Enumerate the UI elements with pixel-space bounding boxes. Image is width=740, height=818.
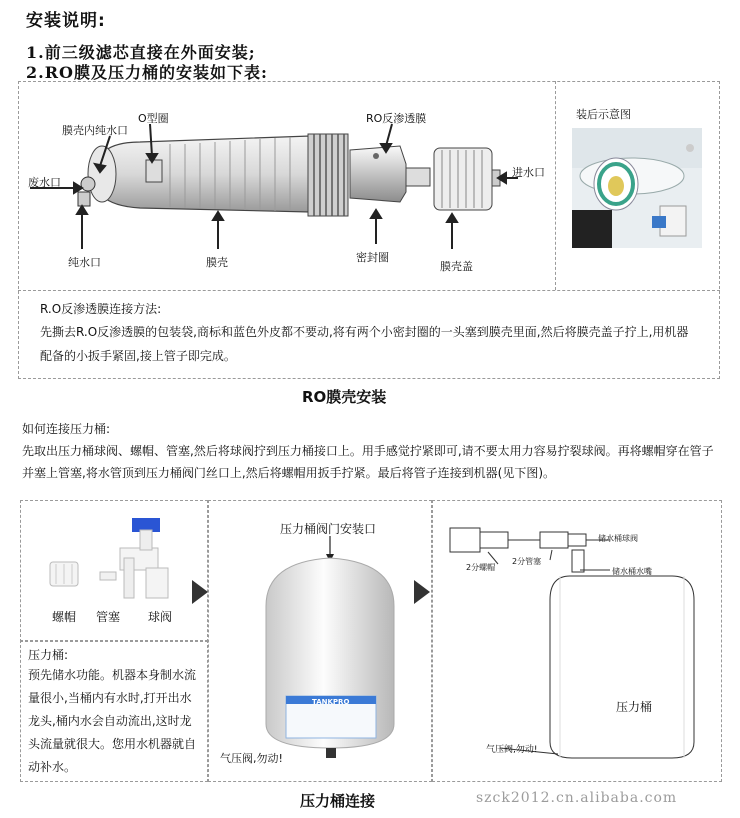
ro-method-title: R.O反渗透膜连接方法: — [40, 302, 162, 316]
part-valve-label: 球阀 — [148, 610, 173, 624]
label-tank: 压力桶 — [616, 700, 653, 714]
label-pipe-small: 2分管塞 — [512, 557, 542, 566]
parts-illustration — [28, 512, 204, 608]
label-ro-membrane: RO反渗透膜 — [366, 112, 427, 125]
page-title: 安装说明: — [26, 11, 106, 31]
ro-method-text: 先撕去R.O反渗透膜的包装袋,商标和蓝色外皮都不要动,将有两个小密封圈的一头塞到膜壳里面,然后将膜壳盖子拧上,用机器配备的小扳手紧固,接上管子即完成。 — [40, 325, 689, 363]
label-o-ring: O型圈 — [138, 112, 169, 125]
arrow-right-icon — [414, 580, 432, 604]
ro-caption: RO膜壳安装 — [302, 388, 387, 406]
tank-top-label: 压力桶阀门安装口 — [280, 522, 377, 536]
watermark: szck2012.cn.alibaba.com — [476, 790, 678, 806]
label-waste-outlet: 废水口 — [28, 176, 61, 189]
tank-desc-title: 压力桶: — [28, 648, 69, 662]
installed-photo — [572, 128, 702, 248]
tank-bottom-label: 气压阀,勿动! — [220, 752, 283, 765]
label-housing: 膜壳 — [206, 256, 228, 269]
label-water-inlet: 进水口 — [512, 166, 545, 179]
label-tank-valve: 储水桶水嘴 — [612, 567, 652, 576]
part-nut-label: 螺帽 — [52, 610, 77, 624]
tank-caption: 压力桶连接 — [300, 792, 376, 810]
label-cap: 膜壳盖 — [440, 260, 473, 273]
label-ball-valve: 储水桶球阀 — [598, 534, 638, 543]
tank-intro-title: 如何连接压力桶: — [22, 422, 111, 436]
tank-photo — [256, 536, 406, 764]
tank-brand: TANKPRO — [312, 698, 350, 706]
housing-shape — [98, 134, 348, 216]
tank-desc-text: 预先储水功能。机器本身制水流量很小,当桶内有水时,打开出水龙头,桶内水会自动流出,这时龙头流量就很大。您用水机器就自动补水。 — [28, 668, 197, 774]
label-air-valve: 气压阀,勿动! — [486, 745, 538, 755]
photo-caption: 装后示意图 — [576, 108, 631, 121]
ro-divider-vertical — [555, 81, 556, 290]
instruction-line-1: 1.前三级滤芯直接在外面安装; — [26, 43, 256, 62]
label-nut-small: 2分螺帽 — [466, 563, 496, 572]
ro-divider — [18, 290, 720, 291]
label-pure-outlet: 膜壳内纯水口 — [62, 124, 128, 137]
label-pure-water: 纯水口 — [68, 256, 101, 269]
instruction-line-2: 2.RO膜及压力桶的安装如下表: — [26, 63, 268, 82]
part-plug-label: 管塞 — [96, 610, 121, 624]
tank-line-diagram — [440, 510, 716, 772]
arrow-right-icon — [192, 580, 210, 604]
tank-intro-text: 先取出压力桶球阀、螺帽、管塞,然后将球阀拧到压力桶接口上。用手感觉拧紧即可,请不要太用力容易拧裂球阀。再将螺帽穿在管子并塞上管塞,将水管顶到压力桶阀门丝口上,然后将螺帽用扳手拧紧。最后将管子连接到机器(见下图)。 — [22, 444, 714, 480]
label-seal-ring: 密封圈 — [356, 251, 389, 264]
